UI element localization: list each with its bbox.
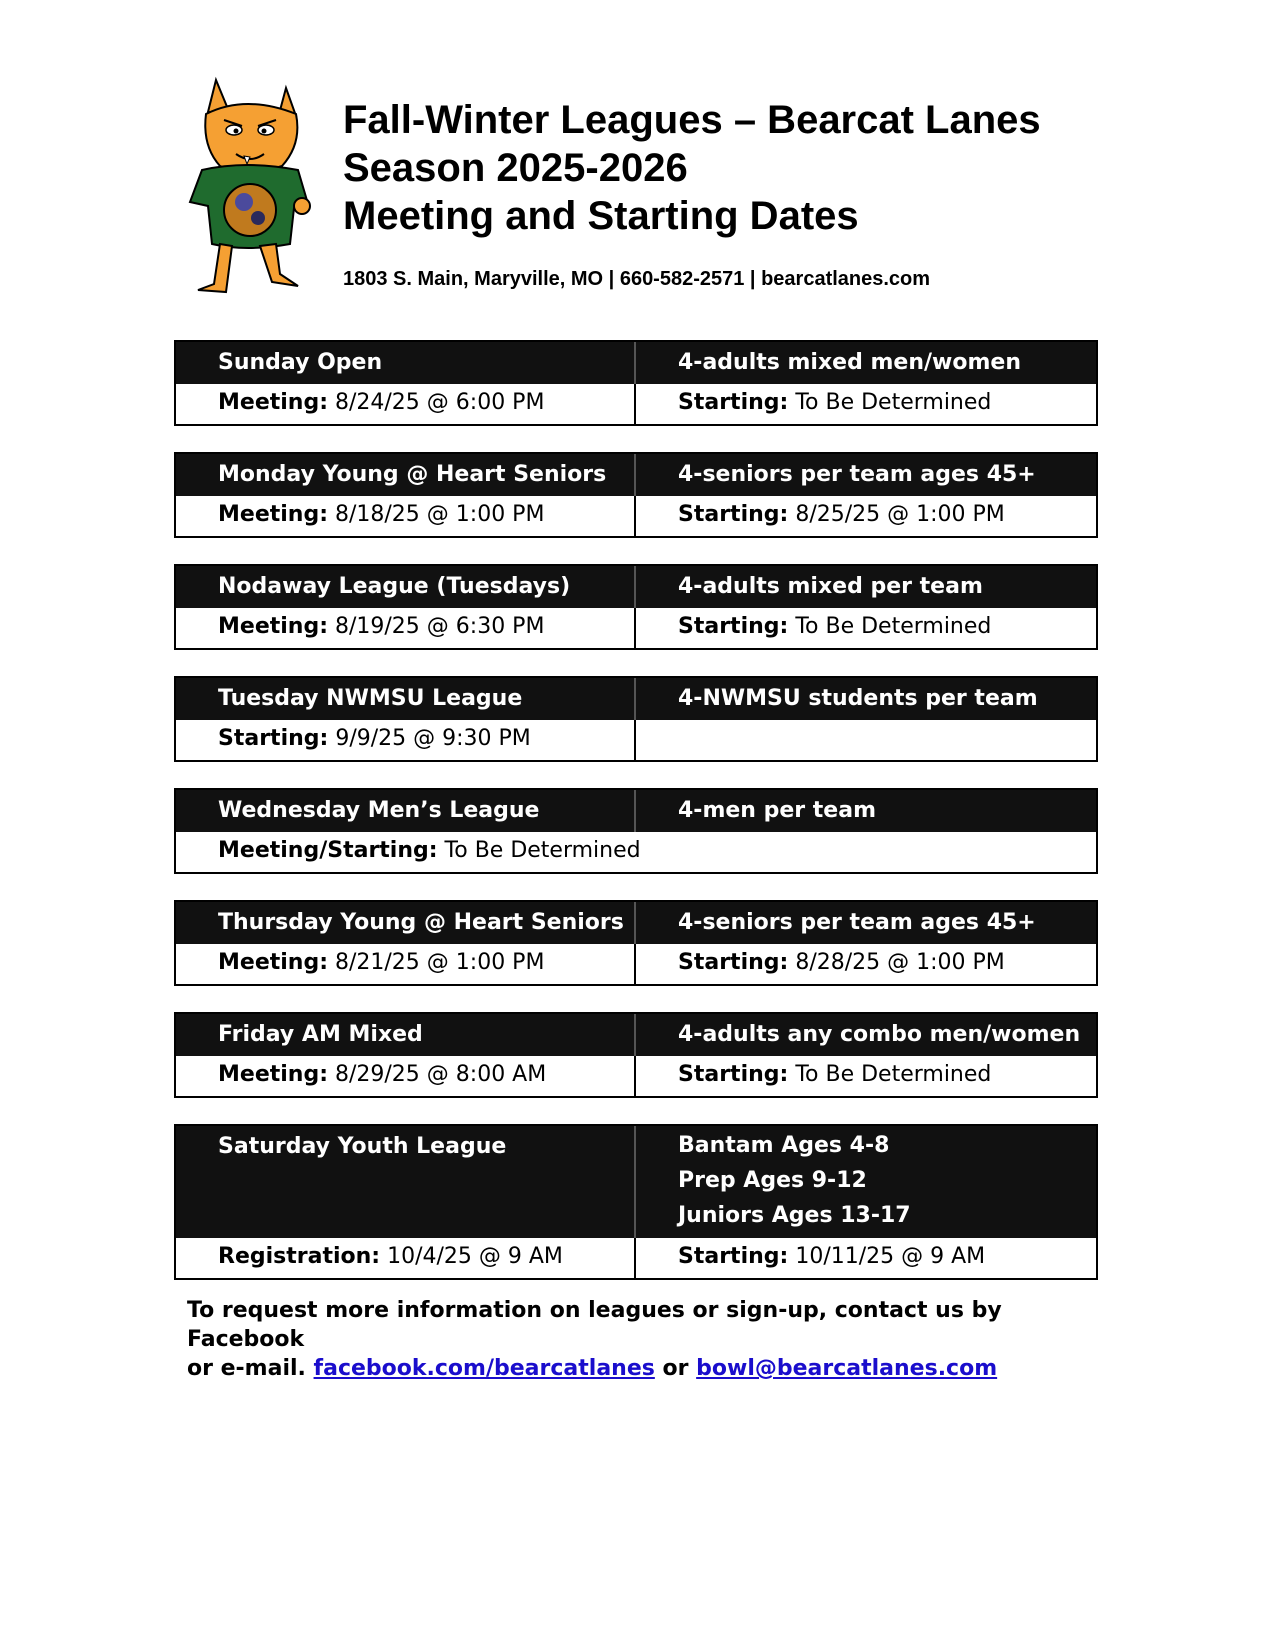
cell-value: 8/28/25 @ 1:00 PM (788, 950, 1005, 975)
facebook-link[interactable]: facebook.com/bearcatlanes (313, 1356, 655, 1381)
league-name: Sunday Open (176, 342, 636, 384)
division-prep: Prep Ages 9-12 (678, 1168, 867, 1193)
title-line-2: Season 2025-2026 (343, 146, 688, 190)
contact-footer (187, 1296, 1087, 1383)
division-bantam: Bantam Ages 4-8 (678, 1133, 890, 1158)
cell-value: 8/18/25 @ 1:00 PM (328, 502, 545, 527)
page-title (343, 96, 1041, 240)
cell-label: Meeting: (218, 614, 328, 639)
league-name: Friday AM Mixed (176, 1014, 636, 1056)
bearcat-mascot-icon (186, 74, 314, 296)
league-description: 4-adults mixed per team (678, 574, 983, 599)
starting-cell (636, 1238, 1096, 1278)
cell-label: Starting: (678, 502, 789, 527)
meeting-cell (176, 496, 636, 536)
league-description: 4-seniors per team ages 45+ (678, 910, 1036, 935)
league-saturday-youth (174, 1124, 1098, 1280)
cell-value: 8/19/25 @ 6:30 PM (328, 614, 545, 639)
league-name: Wednesday Men’s League (176, 790, 636, 832)
league-description: 4-NWMSU students per team (678, 686, 1038, 711)
cell-label: Starting: (678, 1062, 789, 1087)
footer-text-line-1: To request more information on leagues or sign-up, contact us by Facebook (187, 1298, 1002, 1352)
cell-label: Meeting/Starting: (218, 838, 438, 863)
cell-label: Meeting: (218, 1062, 328, 1087)
league-description: 4-adults mixed men/women (678, 350, 1021, 375)
cell-value: 9/9/25 @ 9:30 PM (328, 726, 531, 751)
league-description: 4-men per team (678, 798, 876, 823)
title-line-1: Fall-Winter Leagues – Bearcat Lanes (343, 98, 1041, 142)
cell-label: Meeting: (218, 950, 328, 975)
starting-cell (636, 496, 1096, 536)
league-tuesday-nwmsu (174, 676, 1098, 762)
starting-cell (636, 608, 1096, 648)
starting-cell (636, 384, 1096, 424)
footer-text-line-2 (187, 1354, 1087, 1383)
league-sunday-open (174, 340, 1098, 426)
empty-cell (636, 720, 1096, 760)
league-thursday-seniors (174, 900, 1098, 986)
league-description: 4-adults any combo men/women (678, 1022, 1081, 1047)
meeting-cell (176, 608, 636, 648)
meeting-starting-cell (176, 832, 1096, 872)
cell-value: 8/25/25 @ 1:00 PM (788, 502, 1005, 527)
league-name: Saturday Youth League (176, 1126, 636, 1238)
cell-value: 10/11/25 @ 9 AM (788, 1244, 986, 1269)
cell-value: 10/4/25 @ 9 AM (380, 1244, 563, 1269)
youth-divisions (636, 1126, 1096, 1238)
league-monday-seniors (174, 452, 1098, 538)
cell-label: Starting: (218, 726, 329, 751)
footer-or: or (654, 1356, 697, 1381)
cell-label: Starting: (678, 950, 789, 975)
league-wednesday-mens (174, 788, 1098, 874)
cell-value: To Be Determined (788, 1062, 992, 1087)
footer-prefix: or e-mail. (187, 1356, 314, 1381)
cell-label: Starting: (678, 1244, 789, 1269)
meeting-cell (176, 384, 636, 424)
starting-cell (636, 1056, 1096, 1096)
title-line-3: Meeting and Starting Dates (343, 194, 859, 238)
cell-value: 8/21/25 @ 1:00 PM (328, 950, 545, 975)
cell-label: Starting: (678, 390, 789, 415)
league-nodaway (174, 564, 1098, 650)
cell-value: To Be Determined (437, 838, 641, 863)
league-name: Monday Young @ Heart Seniors (176, 454, 636, 496)
cell-value: To Be Determined (788, 614, 992, 639)
division-juniors: Juniors Ages 13-17 (678, 1203, 911, 1228)
starting-cell (636, 944, 1096, 984)
email-link[interactable]: bowl@bearcatlanes.com (696, 1356, 998, 1381)
league-name: Thursday Young @ Heart Seniors (176, 902, 636, 944)
starting-cell (176, 720, 636, 760)
cell-value: To Be Determined (788, 390, 992, 415)
league-name: Nodaway League (Tuesdays) (176, 566, 636, 608)
league-name: Tuesday NWMSU League (176, 678, 636, 720)
cell-label: Registration: (218, 1244, 381, 1269)
league-description: 4-seniors per team ages 45+ (678, 462, 1036, 487)
cell-value: 8/29/25 @ 8:00 AM (328, 1062, 547, 1087)
cell-label: Starting: (678, 614, 789, 639)
cell-value: 8/24/25 @ 6:00 PM (328, 390, 545, 415)
meeting-cell (176, 944, 636, 984)
cell-label: Meeting: (218, 390, 328, 415)
address-line: 1803 S. Main, Maryville, MO | 660-582-2571 | bearcatlanes.com (343, 268, 931, 290)
cell-label: Meeting: (218, 502, 328, 527)
league-friday-am-mixed (174, 1012, 1098, 1098)
registration-cell (176, 1238, 636, 1278)
meeting-cell (176, 1056, 636, 1096)
